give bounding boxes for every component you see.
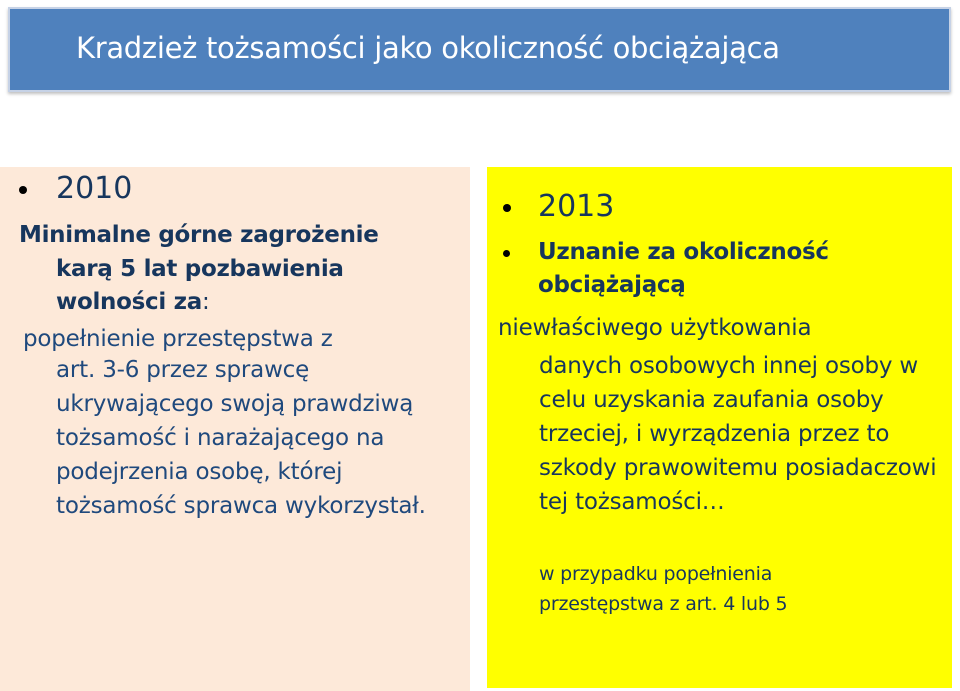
right-year: 2013 xyxy=(538,189,615,224)
slide-title: Kradzież tożsamości jako okoliczność obciążająca xyxy=(76,31,780,65)
left-year: 2010 xyxy=(56,171,133,206)
right-sub-bullet-icon xyxy=(503,250,510,257)
right-body-text: danych osobowych innej osoby w celu uzyskania zaufania osoby trzeciej, i wyrządzenia przez to szkody prawowitemu posiadaczowi tej tożsamości… xyxy=(539,353,937,515)
left-body-text: art. 3-6 przez sprawcę ukrywającego swoją prawdziwą tożsamość i narażającego na podejrzenia osobę, której tożsamość sprawca wykorzystał. xyxy=(56,357,426,519)
right-heading-line1: Uznanie za okoliczność xyxy=(538,239,829,265)
left-heading-line3-colon: : xyxy=(201,289,210,315)
left-heading-line1: Minimalne górne zagrożenie xyxy=(19,222,379,248)
right-footer-line2: przestępstwa z art. 4 lub 5 xyxy=(539,593,788,615)
left-bullet-icon xyxy=(19,186,27,194)
left-heading-line3 xyxy=(56,289,209,315)
left-body-first-line: popełnienie przestępstwa z xyxy=(23,326,333,352)
right-bullet-icon xyxy=(503,204,511,212)
right-heading-line2: obciążającą xyxy=(538,272,686,298)
title-bar xyxy=(8,7,951,92)
right-footer-line1: w przypadku popełnienia xyxy=(539,563,773,585)
right-body-first-line: niewłaściwego użytkowania xyxy=(498,315,812,341)
left-heading-line2: karą 5 lat pozbawienia xyxy=(56,256,344,282)
left-heading-line3-bold: wolności za xyxy=(56,289,202,315)
